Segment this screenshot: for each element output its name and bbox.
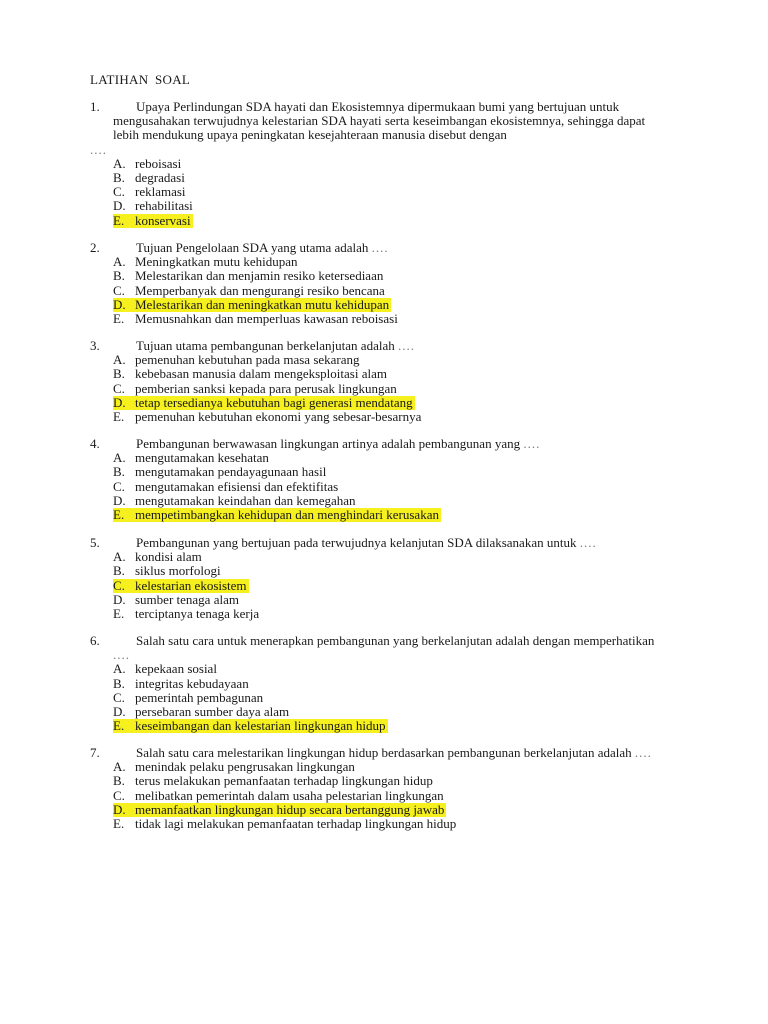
option-a: A. menindak pelaku pengrusakan lingkungan bbox=[113, 759, 355, 775]
answer-blank: .... bbox=[523, 436, 541, 451]
option-a: A. kondisi alam bbox=[113, 549, 202, 565]
question-text: Tujuan utama pembangunan berkelanjutan adalah .... bbox=[136, 338, 415, 353]
options-list bbox=[113, 662, 690, 733]
option-d-correct: D. memanfaatkan lingkungan hidup secara bertanggung jawab bbox=[113, 801, 445, 817]
option-e: E. terciptanya tenaga kerja bbox=[113, 605, 260, 621]
option-a: A. pemenuhan kebutuhan pada masa sekarang bbox=[113, 352, 360, 368]
answer-blank: .... bbox=[371, 240, 389, 255]
option-c: C. pemberian sanksi kepada para perusak lingkungan bbox=[113, 380, 397, 396]
option-d-correct: D. tetap tersedianya kebutuhan bagi generasi mendatang bbox=[113, 394, 413, 410]
option-c: C. mengutamakan efisiensi dan efektifitas bbox=[113, 478, 339, 494]
option-c: C. reklamasi bbox=[113, 184, 186, 200]
answer-blank: .... bbox=[90, 141, 107, 157]
option-e-correct: E. keseimbangan dan kelestarian lingkungan hidup bbox=[113, 718, 386, 734]
question-text: Upaya Perlindungan SDA hayati dan Ekosistemnya dipermukaan bumi yang bertujuan untuk mengusahakan terwujudnya kelestarian SDA hayati serta keseimbangan ekosistemnya, sehingga dapat lebih mendukung upaya peningkatan kesejahteraan manusia disebut dengan .... bbox=[90, 99, 646, 157]
question-number: 2. bbox=[90, 240, 100, 255]
answer-blank: .... bbox=[397, 338, 415, 353]
options-list bbox=[113, 157, 690, 228]
options-list bbox=[113, 353, 690, 424]
question-5 bbox=[90, 536, 690, 621]
answer-blank: .... bbox=[634, 745, 652, 760]
option-d: D. sumber tenaga alam bbox=[113, 591, 239, 607]
question-number: 7. bbox=[90, 745, 100, 760]
options-list bbox=[113, 550, 690, 621]
options-list bbox=[113, 451, 690, 522]
question-text: Pembangunan berwawasan lingkungan artinya adalah pembangunan yang .... bbox=[136, 436, 541, 451]
option-b: B. terus melakukan pemanfaatan terhadap lingkungan hidup bbox=[113, 773, 433, 789]
answer-blank: .... bbox=[113, 647, 130, 663]
question-text: Salah satu cara melestarikan lingkungan hidup berdasarkan pembangunan berkelanjutan adalah .... bbox=[136, 745, 652, 760]
option-e: E. tidak lagi melakukan pemanfaatan terhadap lingkungan hidup bbox=[113, 815, 457, 831]
option-a: A. reboisasi bbox=[113, 155, 182, 171]
question-number: 4. bbox=[90, 436, 100, 451]
document-title: LATIHAN SOAL bbox=[90, 72, 191, 87]
question-text: Tujuan Pengelolaan SDA yang utama adalah .... bbox=[136, 240, 389, 255]
option-d: D. persebaran sumber daya alam bbox=[113, 703, 290, 719]
option-b: B. Melestarikan dan menjamin resiko ketersediaan bbox=[113, 268, 384, 284]
question-1 bbox=[90, 100, 690, 228]
option-a: A. mengutamakan kesehatan bbox=[113, 450, 269, 466]
options-list bbox=[113, 255, 690, 326]
option-e: E. pemenuhan kebutuhan ekonomi yang sebesar-besarnya bbox=[113, 408, 422, 424]
option-a: A. kepekaan sosial bbox=[113, 661, 217, 677]
option-b: B. siklus morfologi bbox=[113, 563, 221, 579]
question-text: Salah satu cara untuk menerapkan pembangunan yang berkelanjutan adalah dengan memperhatikan .... bbox=[113, 633, 655, 663]
option-d: D. mengutamakan keindahan dan kemegahan bbox=[113, 492, 356, 508]
option-c-correct: C. kelestarian ekosistem bbox=[113, 577, 247, 593]
question-number: 3. bbox=[90, 338, 100, 353]
question-2 bbox=[90, 241, 690, 326]
answer-blank: .... bbox=[579, 535, 597, 550]
option-e-correct: E. konservasi bbox=[113, 212, 191, 228]
option-c: C. pemerintah pembagunan bbox=[113, 689, 264, 705]
option-b: B. degradasi bbox=[113, 170, 185, 185]
question-number: 5. bbox=[90, 535, 100, 550]
option-c: C. Memperbanyak dan mengurangi resiko bencana bbox=[113, 282, 385, 298]
question-6 bbox=[90, 634, 690, 733]
options-list bbox=[113, 760, 690, 831]
question-7 bbox=[90, 746, 690, 831]
option-d: D. rehabilitasi bbox=[113, 198, 193, 214]
question-number: 6. bbox=[90, 633, 100, 648]
question-text: Pembangunan yang bertujuan pada terwujudnya kelanjutan SDA dilaksanakan untuk .... bbox=[136, 535, 597, 550]
option-b: B. integritas kebudayaan bbox=[113, 675, 249, 691]
option-d-correct: D. Melestarikan dan meningkatkan mutu kehidupan bbox=[113, 296, 390, 312]
question-4 bbox=[90, 437, 690, 522]
question-3 bbox=[90, 339, 690, 424]
option-e-correct: E. mempetimbangkan kehidupan dan menghindari kerusakan bbox=[113, 506, 439, 522]
option-e: E. Memusnahkan dan memperluas kawasan reboisasi bbox=[113, 310, 398, 326]
option-b: B. kebebasan manusia dalam mengeksploitasi alam bbox=[113, 366, 387, 382]
option-c: C. melibatkan pemerintah dalam usaha pelestarian lingkungan bbox=[113, 787, 444, 803]
option-b: B. mengutamakan pendayagunaan hasil bbox=[113, 464, 327, 480]
option-a: A. Meningkatkan mutu kehidupan bbox=[113, 254, 298, 270]
question-number: 1. bbox=[90, 99, 100, 114]
